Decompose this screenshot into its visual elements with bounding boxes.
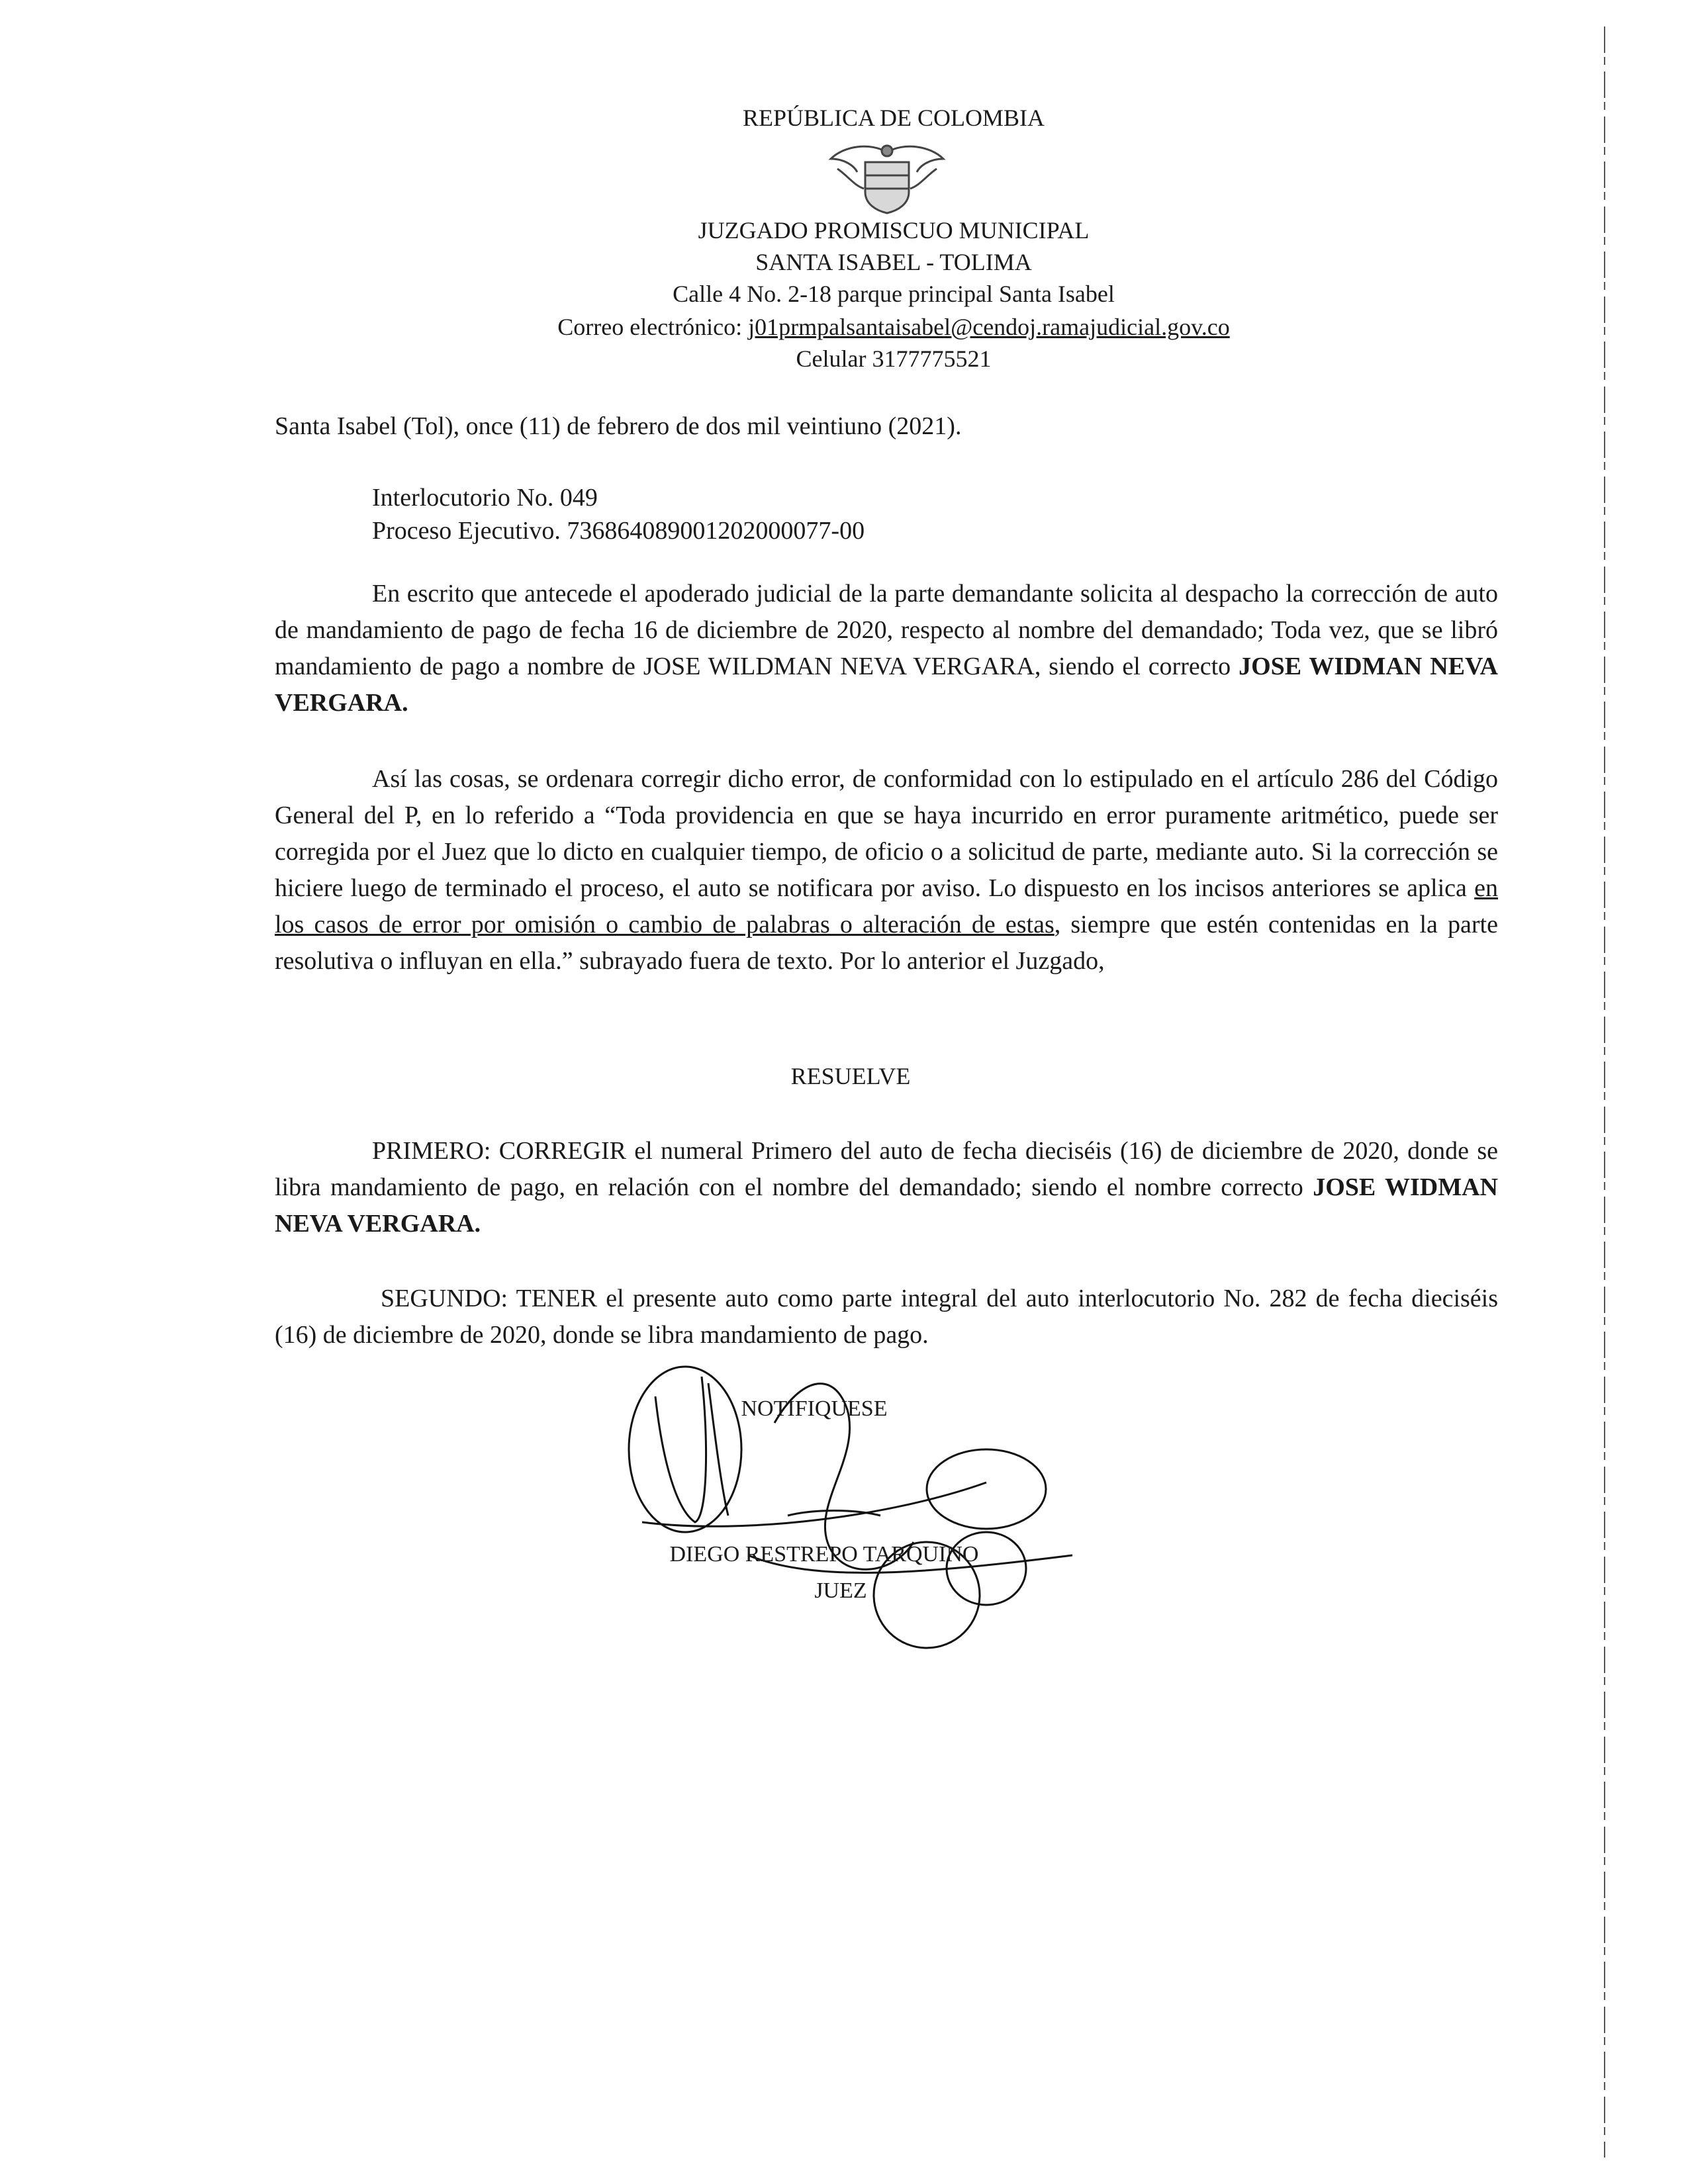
notifiquese-label: NOTIFIQUESE bbox=[741, 1396, 888, 1421]
coat-of-arms-icon bbox=[818, 139, 957, 215]
court-city: SANTA ISABEL - TOLIMA bbox=[755, 249, 1032, 275]
email-label: Correo electrónico: bbox=[557, 314, 749, 340]
underlined-text: en los casos de error por omisión o cambio de palabras o alteración de estas bbox=[275, 874, 1498, 938]
correct-name: JOSE WIDMAN NEVA VERGARA. bbox=[275, 653, 1498, 717]
scan-edge-line bbox=[1603, 26, 1606, 2158]
date-line: Santa Isabel (Tol), once (11) de febrero de dos mil veintiuno (2021). bbox=[275, 412, 962, 440]
paragraph-request-text: En escrito que antecede el apoderado judicial de la parte demandante solicita al despacho la corrección de auto de mandamiento de pago de fecha 16 de diciembre de 2020, respecto al nombre del demandado; Toda vez, que se libró mandamiento de pago a nombre de JOSE WILDMAN NEVA VERGARA, siendo el correcto bbox=[275, 580, 1498, 680]
country-heading: REPÚBLICA DE COLOMBIA bbox=[742, 105, 1045, 131]
primero-text: PRIMERO: CORREGIR el numeral Primero del auto de fecha dieciséis (16) de diciembre de 2020, donde se libra mandamiento de pago, en relación con el nombre del demandado; siendo el nombre correcto bbox=[275, 1137, 1498, 1201]
proceso-number: Proceso Ejecutivo. 736864089001202000077-00 bbox=[372, 517, 865, 545]
court-name: JUZGADO PROMISCUO MUNICIPAL bbox=[698, 217, 1090, 244]
paragraph-legal-basis bbox=[275, 761, 1498, 979]
paragraph-primero bbox=[275, 1133, 1498, 1242]
paragraph-segundo: SEGUNDO: TENER el presente auto como parte integral del auto interlocutorio No. 282 de fecha dieciséis (16) de diciembre de 2020, donde se libra mandamiento de pago. bbox=[275, 1285, 1498, 1349]
primero-correct-name: JOSE WIDMAN NEVA VERGARA. bbox=[275, 1173, 1498, 1238]
judge-title: JUEZ bbox=[814, 1578, 867, 1603]
interlocutorio-number: Interlocutorio No. 049 bbox=[372, 484, 598, 512]
court-email-line bbox=[0, 315, 1688, 339]
legal-basis-text: Así las cosas, se ordenara corregir dicho error, de conformidad con lo estipulado en el artículo 286 del Código General del P, en lo referido a “Toda providencia en que se haya incurrido en error puramente aritmético, puede ser corregida por el Juez que lo dicto en cualquier tiempo, de oficio o a solicitud de parte, mediante auto. Si la corrección se hiciere luego de terminado el proceso, el auto se notificara por aviso. Lo dispuesto en los incisos anteriores se aplica bbox=[275, 765, 1498, 902]
judge-name: DIEGO RESTREPO TARQUINO bbox=[669, 1542, 979, 1567]
legal-basis-text-end: , siempre que estén contenidas en la parte resolutiva o influyan en ella.” subrayado fuera de texto. Por lo anterior el Juzgado, bbox=[275, 911, 1498, 975]
email-link[interactable]: j01prmpalsantaisabel@cendoj.ramajudicial.gov.co bbox=[748, 314, 1230, 340]
paragraph-request bbox=[275, 576, 1498, 721]
resuelve-heading: RESUELVE bbox=[790, 1063, 911, 1089]
court-phone: Celular 3177775521 bbox=[796, 345, 992, 372]
court-address: Calle 4 No. 2-18 parque principal Santa Isabel bbox=[673, 281, 1115, 307]
